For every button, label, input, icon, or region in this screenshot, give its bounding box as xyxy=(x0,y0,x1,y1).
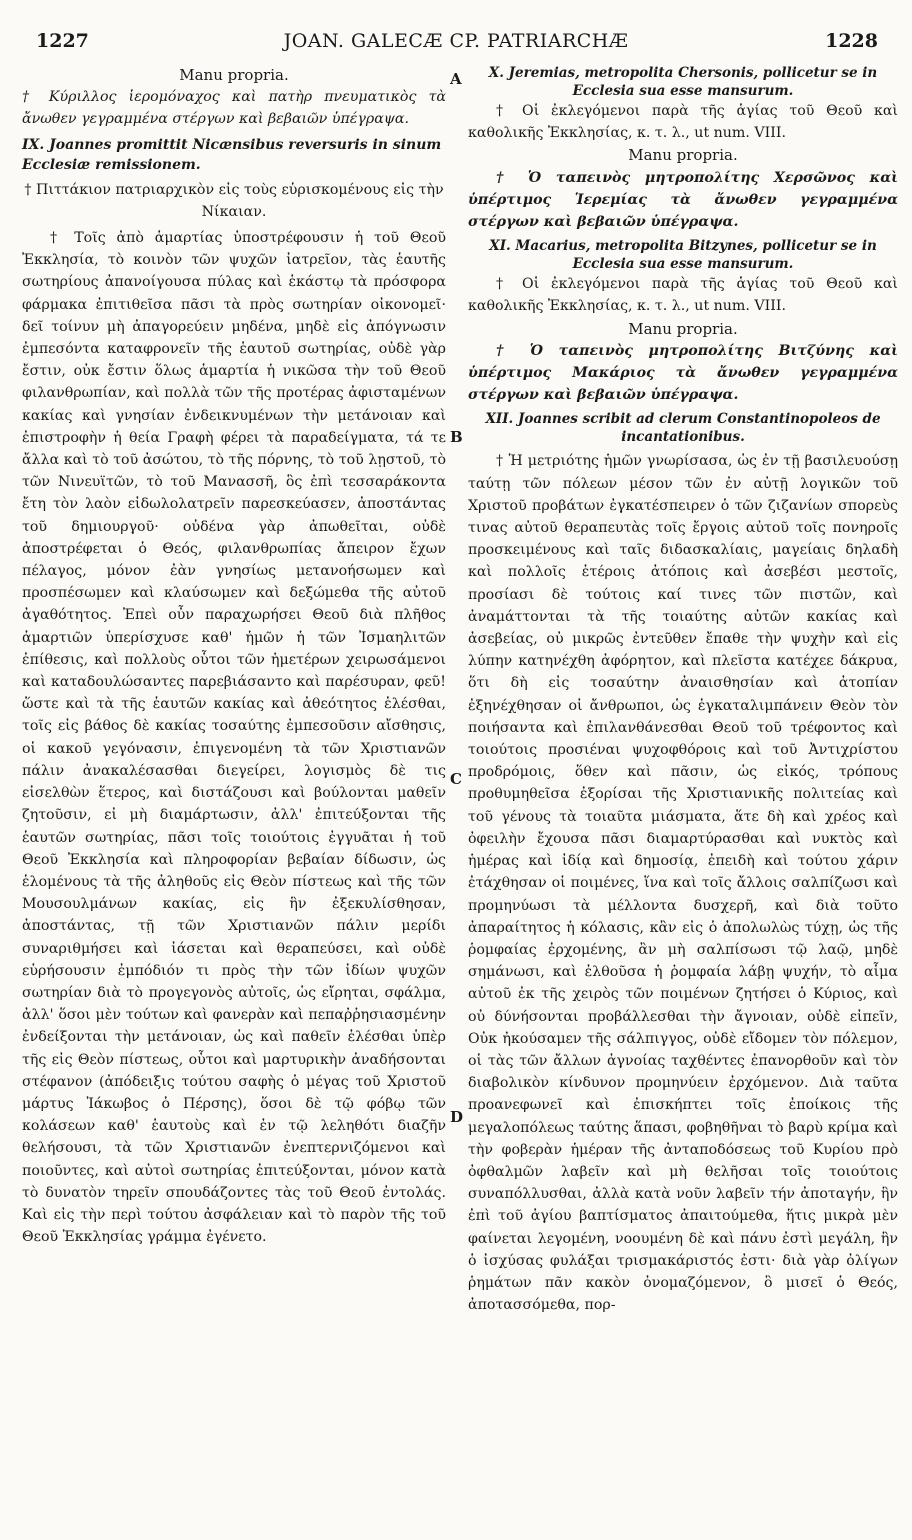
margin-marker-d: D xyxy=(450,1108,464,1126)
margin-marker-b: B xyxy=(450,428,463,446)
running-title: JOAN. GALECÆ CP. PATRIARCHÆ xyxy=(283,30,629,52)
section-x-text: † Οἱ ἐκλεγόμενοι παρὰ τῆς ἁγίας τοῦ Θεοῦ καὶ καθολικῆς Ἐκκλησίας, κ. τ. λ., ut num. VIII. xyxy=(468,103,898,142)
section-x-heading: X. Jeremias, metropolita Chersonis, pollicetur se in Ecclesia sua esse mansurum. xyxy=(488,65,878,99)
right-column xyxy=(468,64,898,1316)
manu-propria-label: Manu propria. xyxy=(628,146,738,165)
manu-propria-label: Manu propria. xyxy=(179,66,289,84)
margin-marker-a: A xyxy=(450,70,462,88)
jeremias-signature: † Ὁ ταπεινὸς μητροπολίτης Χερσῶνος καὶ ὑπέρτιμος Ἱερεμίας τὰ ἄνωθεν γεγραμμένα στέργων καὶ βεβαιῶν ὑπέγραψα. xyxy=(468,169,898,231)
page-number-right: 1228 xyxy=(825,30,878,52)
cyril-signature: † Κύριλλος ἱερομόναχος καὶ πατὴρ πνευματικὸς τὰ ἄνωθεν γεγραμμένα στέργων καὶ βεβαιῶν ὑπέγραψα. xyxy=(22,89,446,128)
left-column xyxy=(22,64,446,1248)
page-number-left: 1227 xyxy=(36,30,89,52)
section-xi-text: † Οἱ ἐκλεγόμενοι παρὰ τῆς ἁγίας τοῦ Θεοῦ καὶ καθολικῆς Ἐκκλησίας, κ. τ. λ., ut num. VIII. xyxy=(468,276,898,315)
manu-propria-label: Manu propria. xyxy=(628,319,738,338)
page-header xyxy=(0,30,912,60)
macarius-signature: † Ὁ ταπεινὸς μητροπολίτης Βιτζύνης καὶ ὑπέρτιμος Μακάριος τὰ ἄνωθεν γεγραμμένα στέργων καὶ βεβαιῶν ὑπέγραψα. xyxy=(468,342,898,404)
section-xi-heading: XI. Macarius, metropolita Bitzynes, pollicetur se in Ecclesia sua esse mansurum. xyxy=(489,238,877,273)
section-ix-body: † Τοῖς ἀπὸ ἁμαρτίας ὑποστρέφουσιν ἡ τοῦ Θεοῦ Ἐκκλησία, τὸ κοινὸν τῶν ψυχῶν ἰατρεῖον, τὰς ἑαυτῆς σωτηρίους ἀπανοίγουσα πύλας καὶ ἑκάστῳ τὰ πρόσφορα φάρμακα ἐπιτιθεῖσα πᾶσι τὰ πρὸς σωτηρίαν οἰκονομεῖ· δεῖ τοίνυν μὴ ἀπαγορεύειν μηδένα, μηδὲ εἰς ἀπόγνωσιν ἐμπεσόντα καταφρονεῖν τῆς ἑαυτοῦ σωτηρίας, οὐδὲ γὰρ ἔστιν, οὐκ ἔστιν ὅλως ἁμαρτία ἡ νικῶσα τὴν τοῦ Θεοῦ φιλανθρωπίαν, καὶ πολλὰ τῶν τῆς προτέρας ἀφισταμένων κακίας καὶ γνησίαν ἐνδεικνυμένων τὴν μετάνοιαν καὶ ἐπιστροφὴν ἡ θεία Γραφὴ φέρει τὰ παραδείγματα, τά τε ἄλλα καὶ τὸ τοῦ ἀσώτου, τὸ τῆς πόρνης, τὸ τοῦ λῃστοῦ, τὸ τῶν Νινευϊτῶν, τὸ τοῦ Μανασσῆ, ὃς ἐπὶ τεσσαράκοντα ἔτη τὸν λαὸν εἰδωλολατρεῖν παρεσκεύασεν, ἀποστάντας τοῦ δημιουργοῦ· οὐδένα γὰρ ἀπωθεῖται, οὐδὲ ἀποστρέφεται ὁ Θεός, φιλανθρωπίας ἄπειρον ἔχων πέλαγος, μόνον ἐὰν γνησίως μετανοήσωμεν καὶ προσπέσωμεν καὶ κλαύσωμεν καὶ δεξώμεθα τῆς αὐτοῦ ἀγαθότητος. Ἐπεὶ οὖν παραχωρήσει Θεοῦ διὰ πλῆθος ἁμαρτιῶν ὑπερίσχυσε καθ' ἡμῶν ἡ τῶν Ἰσμαηλιτῶν ἐπίθεσις, καὶ πολλοὺς οὗτοι τῶν ἡμετέρων χειρωσάμενοι καὶ καταδουλώσαντες παρεβιάσαντο καὶ παρέσυραν, φεῦ! ὥστε καὶ τὰ τῆς ἑαυτῶν κακίας καὶ ἀθεότητος ἑλέσθαι, τοῖς εἰς βάθος δὲ κακίας τοσαύτης ἐμπεσοῦσιν αἴσθησις, οἱ κακοῦ γεγόνασιν, ἐπιγενομένη τὰ τῶν Χριστιανῶν πάλιν ἀνακαλέσασθαι διεγείρει, λογισμὸς δὲ τις εἰσελθὼν ἕτερος, καὶ διστάζουσι καὶ βούλονται μαθεῖν ζητοῦσιν, εἰ μὴ διαμάρτωσιν, ἀλλ' ἐπιτεύξονται τῆς ἑαυτῶν σωτηρίας, πᾶσι τοῖς τοιούτοις ἐγγυᾶται ἡ τοῦ Θεοῦ Ἐκκλησία καὶ πληροφορίαν βεβαίαν δίδωσιν, ὡς ἑλομένους τὰ τῆς ἀληθοῦς εἰς Θεὸν πίστεως καὶ τῆς τῶν Μουσουλμάνων κακίας, εἰς ἣν ἐξεκυλίσθησαν, ἀποστάντας, τῇ τῶν Χριστιανῶν πάλιν μερίδι συναριθμήσει καὶ ἰάσεται καὶ θεραπεύσει, καὶ οὐδὲ εὑρήσουσιν ἐμπόδιόν τι πρὸς τὴν τῶν ἰδίων ψυχῶν σωτηρίαν διὰ τὸ προγεγονὸς αὐτοῖς, ὡς εἴρηται, σφάλμα, ἀλλ' ὅσοι μὲν τούτων καὶ φανερὰν καὶ πεπαῤῥησιασμένην ἐνδείξονται τὴν μετάνοιαν, ὡς καὶ παθεῖν ἑλέσθαι ὑπὲρ τῆς εἰς Θεὸν πίστεως, οὗτοι καὶ μαρτυρικὴν ἀναδήσονται στέφανον (ἀπόδειξις τούτου σαφὴς ὁ μέγας τοῦ Χριστοῦ μάρτυς Ἰάκωβος ὁ Πέρσης), ὅσοι δὲ τῷ φόβῳ τῶν κολάσεων καθ' ἑαυτοὺς καὶ ἐν τῷ λεληθότι διαζῆν θελήσουσι, τὰ τῶν Χριστιανῶν ἐνεπτερνιζόμενοι καὶ ποιοῦντες, καὶ αὐτοὶ σωτηρίας ἐπιτεύξονται, μόνον κατὰ τὸ δυνατὸν τηρεῖν σπουδάζοντες τὰς τοῦ Θεοῦ ἐντολάς. Καὶ εἰς τὴν περὶ τούτου ἀσφάλειαν καὶ τὸ παρὸν τῆς τοῦ Θεοῦ Ἐκκλησίας γράμμα ἐγένετο. xyxy=(22,230,446,1246)
margin-marker-c: C xyxy=(450,770,462,788)
section-xii-heading: XII. Joannes scribit ad clerum Constantinopoleos de incantationibus. xyxy=(485,411,881,446)
section-ix-heading: IX. Joannes promittit Nicænsibus reversuris in sinum Ecclesiæ remissionem. xyxy=(22,136,442,173)
section-xii-body: † Ἡ μετριότης ἡμῶν γνωρίσασα, ὡς ἐν τῇ βασιλευούσῃ ταύτῃ τῶν πόλεων μέσον τῶν ἐν αὐτῇ λογικῶν τοῦ Χριστοῦ προβάτων ἐγκατέσπειρεν ὁ τῶν ζιζανίων σπορεὺς τινας αὐτοῦ θεραπευτὰς τοῖς ἔργοις αὐτοῦ τοῖς πονηροῖς προσκειμένους καὶ ταῖς διδασκαλίαις, μαγείαις δηλαδὴ καὶ πολλοῖς ἑτέροις ἀτόποις καὶ ἀσεβέσι μεστοῖς, προσίασι δὲ τούτοις καί τινες τῶν πιστῶν, καὶ ἀναμάττονται τὰ τῆς τοιαύτης αὐτῶν κακίας καὶ ἀσεβείας, οὐ μικρῶς ἐντεῦθεν ἔπαθε τὴν ψυχὴν καὶ εἰς λύπην κατηνέχθη ἀφόρητον, καὶ πλεῖστα κατέχεε δάκρυα, ὅτι δὴ εἰς τοσαύτην ἀναισθησίαν καὶ ἀτοπίαν ἐξηνέχθησαν οἱ ἄνθρωποι, ὡς ἐγκαταλιμπάνειν Θεὸν τὸν ποιήσαντα καὶ ἐπιλανθάνεσθαι Θεοῦ τοῦ τρέφοντος καὶ τοιούτοις προσιέναι ψυχοφθόροις καὶ τοῦ Ἀντιχρίστου προδρόμοις, ὅθεν καὶ πᾶσιν, ὡς εἰκός, τρόπους προθυμηθεῖσα ἐξορίσαι τῆς Χριστιανικῆς πολιτείας καὶ τοῦ γένους τὰ τοιαῦτα μιάσματα, ἅτε δὴ καὶ χρέος καὶ ὀφειλὴν ἔχουσα πᾶσι διαμαρτύρασθαι καὶ νυκτὸς καὶ ἡμέρας καὶ ἰδίᾳ καὶ δημοσίᾳ, ἐπειδὴ καὶ τούτου χάριν ἐτάχθησαν οἱ ποιμένες, ἵνα καὶ τοῖς ἄλλοις σαλπίζωσι καὶ προμηνύωσι τὰ μέλλοντα δυσχερῆ, καὶ διὰ τοῦτο ἀπαραίτητος ἡ κόλασις, κἂν εἰς ὁ ἀπολωλὼς τύχῃ, ὡς τῆς ῥομφαίας ἐρχομένης, ἂν μὴ σαλπίσωσι τῷ λαῷ, μηδὲ σημάνωσι, καὶ ἐλθοῦσα ἡ ῥομφαία λάβῃ ψυχήν, τὸ αἷμα αὐτοῦ ἐκ τῆς χειρὸς τῶν ποιμένων ζητήσει ὁ Κύριος, καὶ οὐ δύνήσονται προβάλλεσθαι τὴν ἄγνοιαν, οὐδὲ εἰπεῖν, Οὐκ ἠκούσαμεν τῆς σάλπιγγος, οὐδὲ εἴδομεν τὸν πόλεμον, οἱ τὰς τῶν ἄλλων ἀγνοίας ταχθέντες ἐπανορθοῦν καὶ τὸν διαβολικὸν κίνδυνον προμηνύειν ἐρχόμενον. Διὰ ταῦτα προανεφωνεῖ καὶ ἐπισκήπτει τοῖς ἐποίκοις τῆς μεγαλοπόλεως ταύτης ἅπασι, φοβηθῆναι τὸ βαρὺ κρίμα καὶ τὴν φοβερὰν ἡμέραν τῆς ἀνταποδόσεως τοῦ Κυρίου πρὸ ὀφθαλμῶν λαβεῖν καὶ μὴ θελῆσαι τοῖς τοιούτοις συναπόλλυσθαι, ἀλλὰ κατὰ νοῦν λαβεῖν τήν ἀποταγήν, ἣν ἐπὶ τοῦ ἁγίου βαπτίσματος ἀπαιτούμεθα, ἥτις μικρὰ μὲν φαίνεται λεγομένη, νοουμένη δὲ καὶ πάνυ ἐστὶ μεγάλη, ἣν ὁ ἰσχύσας φυλάξαι τρισμακάριστός ἐστι· διὰ γὰρ ὀλίγων ῥημάτων πᾶν κακὸν ὀνομαζόμενον, ὃ μισεῖ ὁ Θεός, ἀποτασσόμεθα, πορ- xyxy=(468,453,898,1314)
pittakion-title: † Πιττάκιον πατριαρχικὸν εἰς τοὺς εὑρισκομένους εἰς τὴν Νίκαιαν. xyxy=(24,181,444,220)
